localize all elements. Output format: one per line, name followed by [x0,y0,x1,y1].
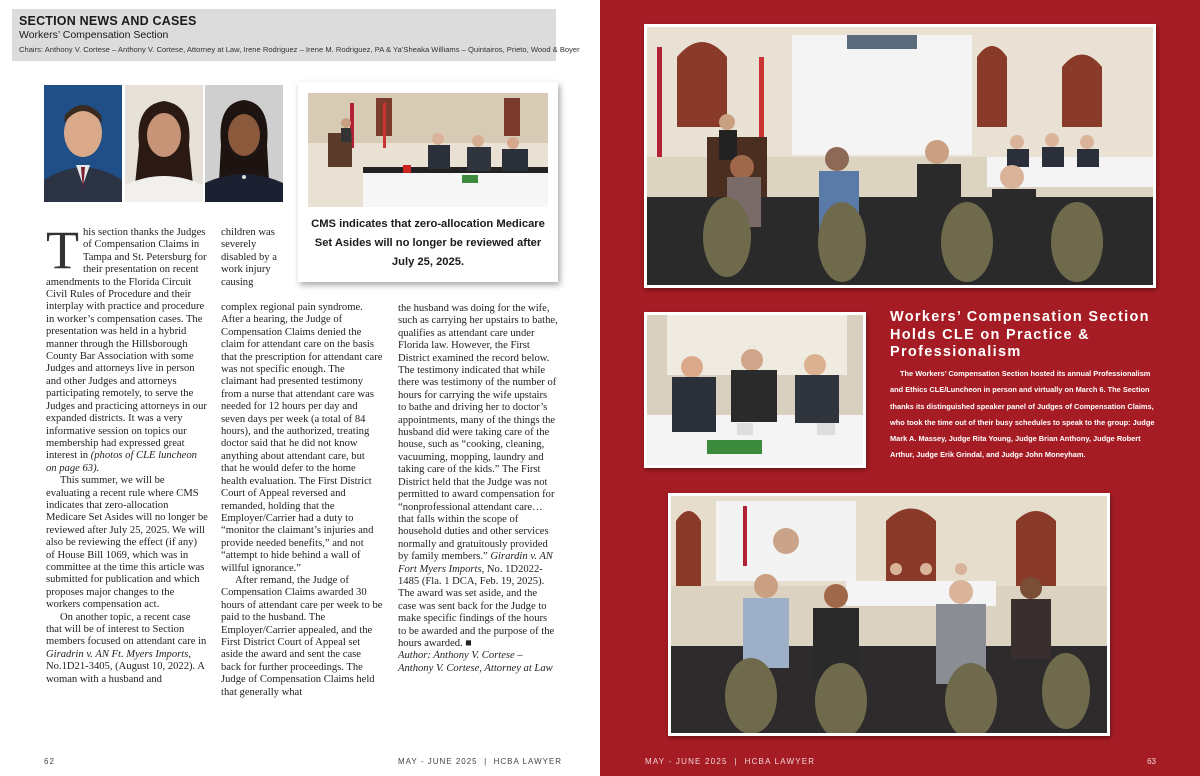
cle-audience-photo [668,493,1110,736]
article-paragraph: complex regional pain syndrome. After a hearing, the Judge of Compensation Claims denied the claim for attendant care on the basis that the prescription for attendant care was not specific enough. The claimant had presented testimony from a nurse that attendant care was needed for 12 hours per day and seven days per week (a total of 84 hours), and the authorized, treating doctor said that he did not know anything about attendant care, but that he would defer to the home health evaluation. The First District Court of Appeal reversed and remanded, holding that the Employer/Carrier had a duty to “monitor the claimant’s injuries and provide needed benefits,” and not “attempt to hide behind a wall of willful ignorance.” [221,302,383,574]
panel-photo [308,93,548,207]
right-page [600,0,1200,776]
article-paragraph: This summer, we will be evaluating a recent rule where CMS indicates that zero-allocation Medicare Set Asides will no longer be reviewed after July 25, 2025. We will also be reviewing the effect (if any) of House Bill 1069, which was in committee at the time this article was submitted for publication and which proposes major changes to the workers compensation act. [46,475,208,611]
section-name: Workers’ Compensation Section [19,29,169,41]
right-page-headline: Workers’ Compensation Section Holds CLE on Practice & Professionalism [890,309,1150,360]
section-chairs: Chairs: Anthony V. Cortese – Anthony V. Cortese, Attorney at Law, Irene Rodriguez – Irene M. Rodriguez, PA & Ya’Sheaka Williams – Quintairos, Prieto, Wood & Boyer [19,45,580,54]
article-paragraph: the husband was doing for the wife, such as carrying her upstairs to bathe, qualifies as attendant care under Florida law. However, the First District examined the record below. The testimony indicated that while there was testimony of the number of hours for carrying the wife upstairs to bathe and driving her to doctor’s appointments, many of the things the husband did were taking care of the house, such as “cooking, cleaning, vacuuming, mopping, laundry and taking care of the kids.” The First District held that the Judge was not permitted to award compensation for “nonprofessional attendant care…that falls within the scope of household duties and other services normally and gratuitously provided by family members.” Girardin v. AN Fort Myers Imports, No. 1D2022-1485 (Fla. 1 DCA, Feb. 19, 2025). The award was set aside, and the case was sent back for the Judge to make specific findings of the hours to be awarded and the purpose of the hours awarded. ■ [398,303,558,649]
right-page-body: The Workers’ Compensation Section hosted its annual Professionalism and Ethics CLE/Luncheon in person and virtually on March 6. The Section thanks its distinguished speaker panel of Judges of Compensation Claims, who took the time out of their busy schedules to speak to the group: Judge Mark A. Massey, Judge Rita Young, Judge Brian Anthony, Judge Robert Arthur, Judge Erik Grindal, and Judge John Moneyham. [890,369,1155,460]
section-header [12,9,580,61]
chair-portrait-3 [205,85,283,202]
article-paragraph: On another topic, a recent case that will be of interest to Section members focused on attendant care in Giradrin v. AN Ft. Myers Imports, No.1D21-3405, (August 10, 2022). A woman with a husband and [46,611,207,685]
cle-room-photo [644,24,1156,288]
section-label: SECTION NEWS AND CASES [19,14,197,28]
chair-portrait-2 [125,85,203,202]
photo-caption: CMS indicates that zero-allocation Medicare Set Asides will no longer be reviewed after July 25, 2025. [311,218,545,268]
featured-photo-card [298,82,558,282]
page-number-right: 63 [1147,757,1156,766]
article-paragraph: After remand, the Judge of Compensation Claims awarded 30 hours of attendant care per week to be paid to the husband. The Employer/Carrier appealed, and the First District Court of Appeal set aside the award and sent the case back for further proceedings. The Judge of Compensation Claims held that generally what [221,574,383,698]
article-column-2-top: children was severely disabled by a work injury causing [221,227,277,288]
article-column-1 [46,220,208,686]
judges-panel-photo [644,312,866,468]
drop-cap: T [46,220,79,280]
folio-title-right: MAY - JUNE 2025 | HCBA LAWYER [645,757,816,766]
folio-title-left: MAY - JUNE 2025 | HCBA LAWYER [398,757,563,766]
page-number-left: 62 [44,757,55,766]
article-column-2 [221,302,383,699]
article-paragraph: This section thanks the Judges of Compensation Claims in Tampa and St. Petersburg for their presentation on recent amendments to the Florida Circuit Civil Rules of Procedure and their interplay with practice and procedure in worker’s compensation cases. The presentation was held in a hybrid manner through the Hillsborough County Bar Association with some Judges and attorneys live in person and other Judges and attorneys participating remotely, to serve the Judges and practicing attorneys in our expanded districts. It was a very informative session on topics our membership had expressed great interest in (photos of CLE luncheon on page 63). [46,220,207,474]
author-credit: Author: Anthony V. Cortese – Anthony V. Cortese, Attorney at Law [398,650,553,674]
article-column-3 [398,303,558,675]
chair-portrait-1 [44,85,122,202]
